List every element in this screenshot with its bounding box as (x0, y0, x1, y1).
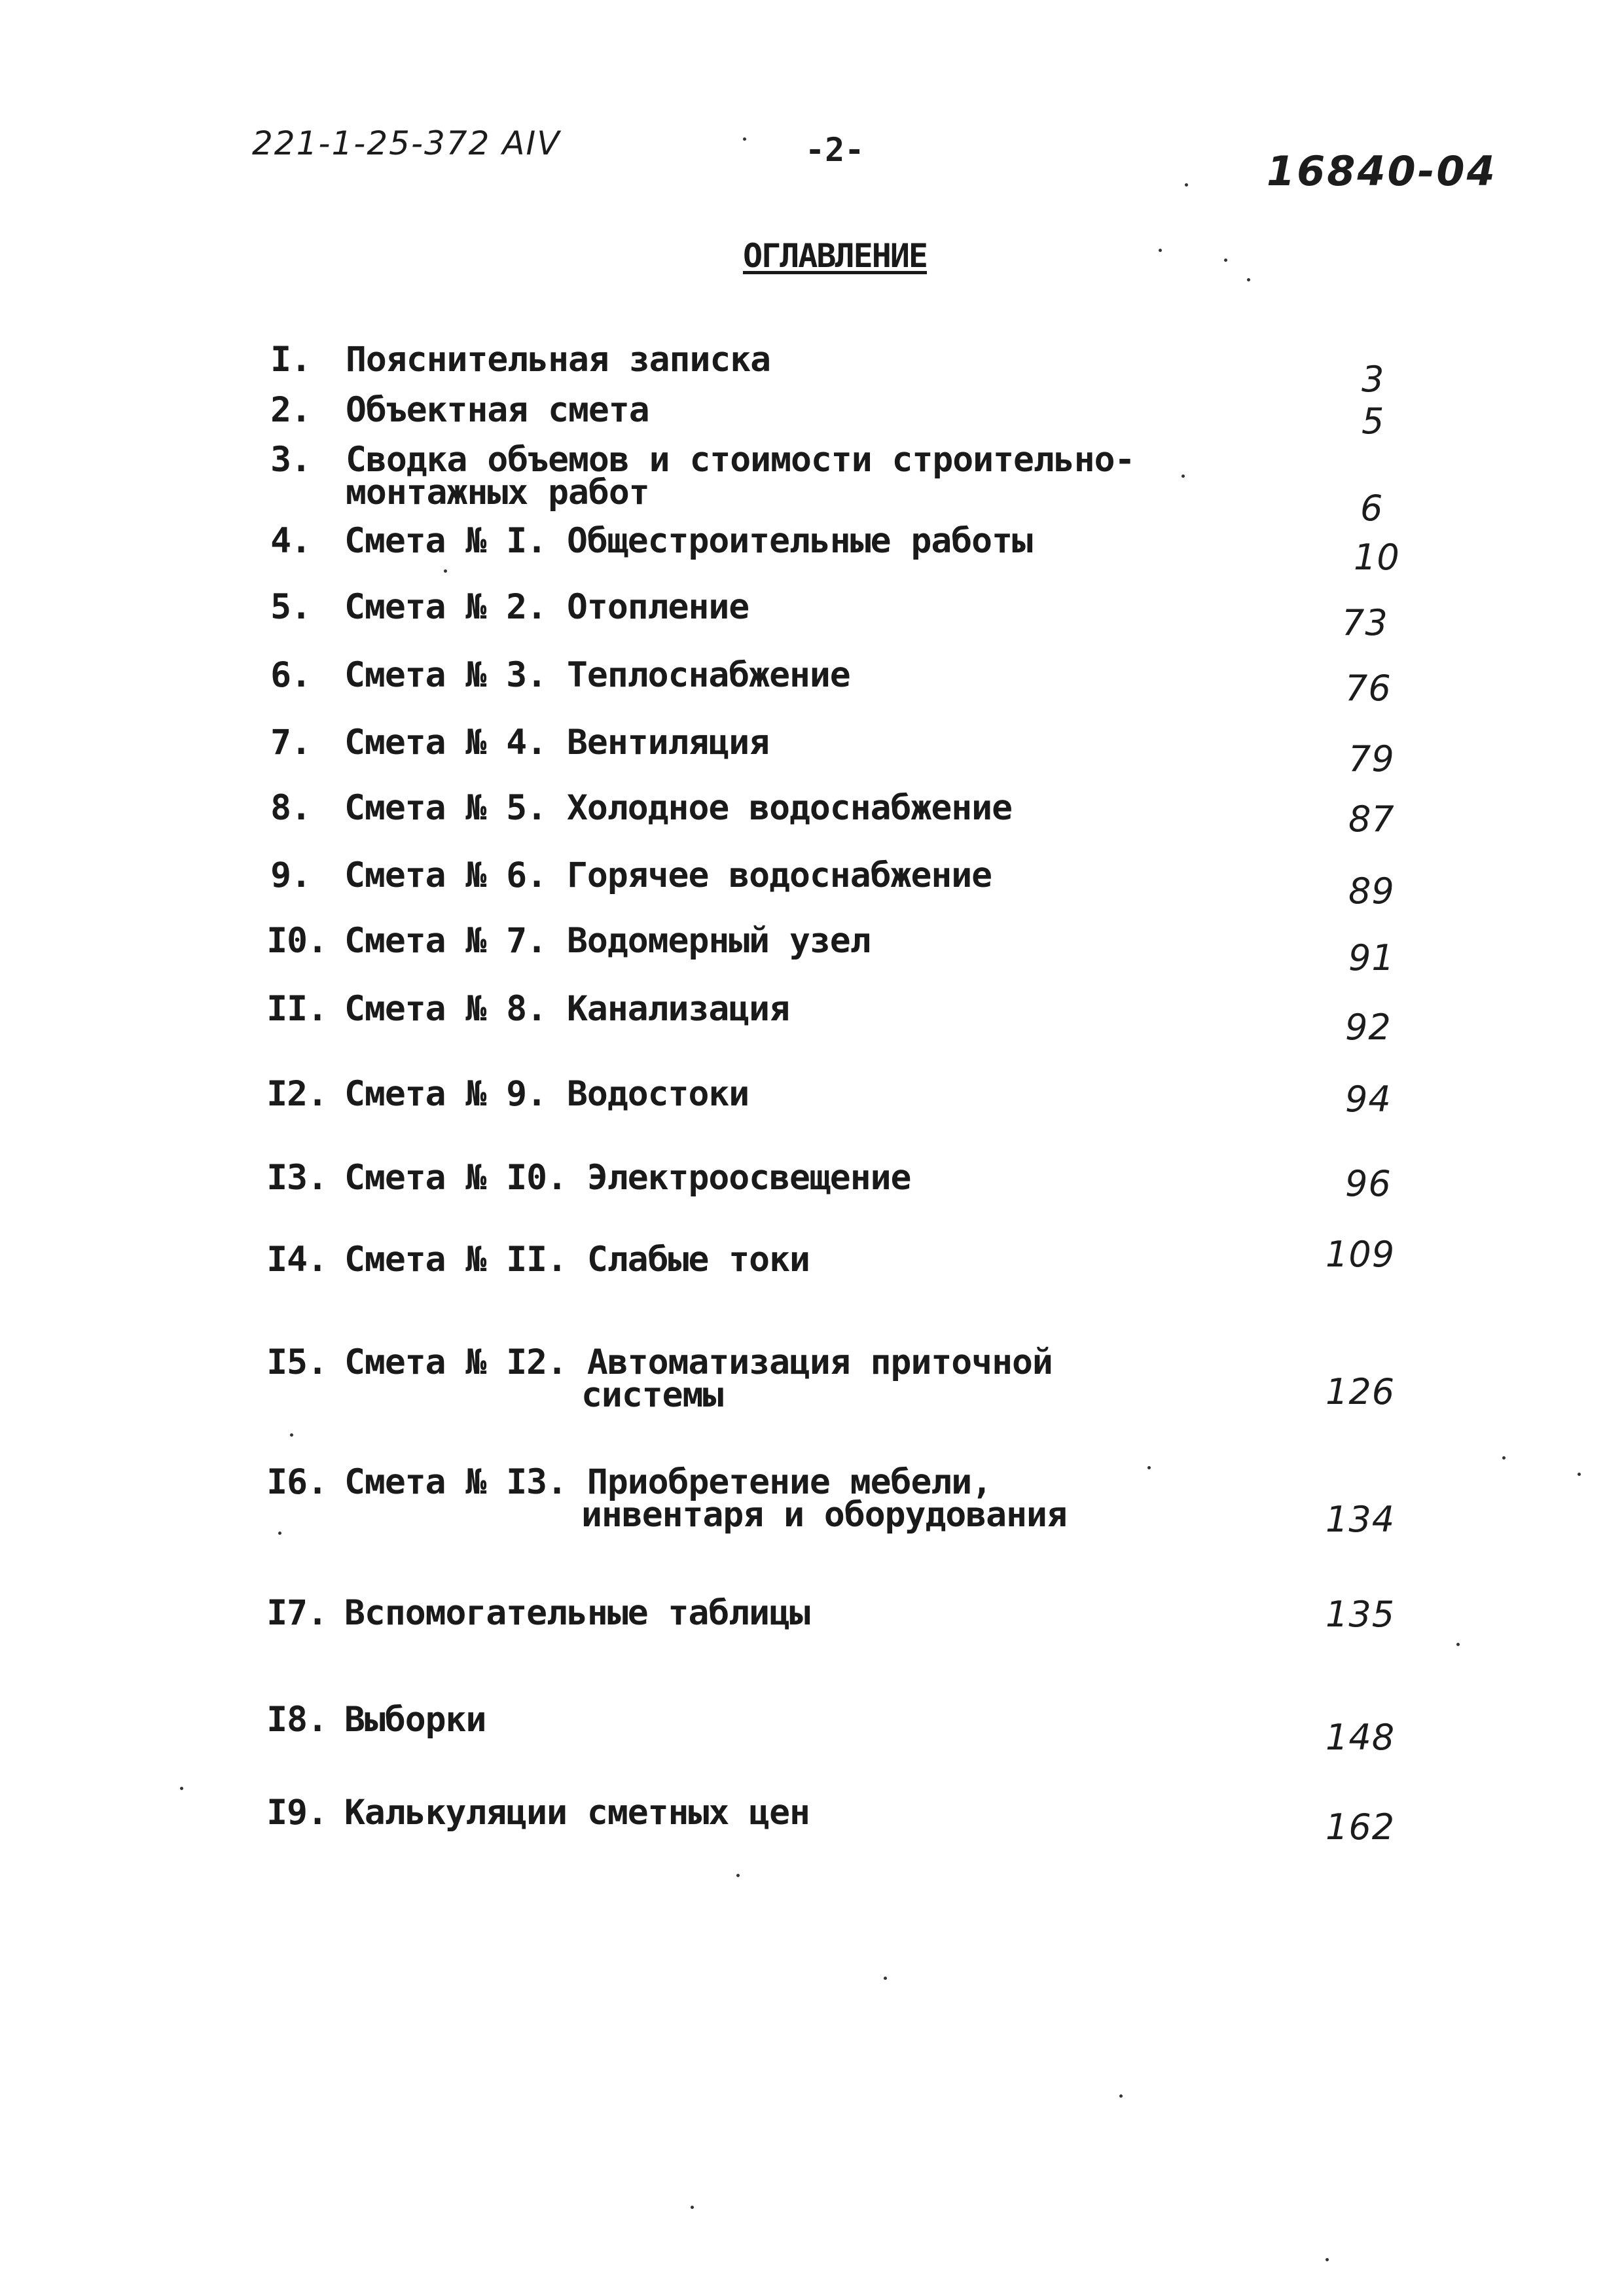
entry-page-number: 91 (1348, 937, 1395, 978)
entry-number: I0. (266, 921, 327, 961)
entry-page-number: 87 (1348, 798, 1395, 840)
table-of-contents-title: ОГЛАВЛЕНИЕ (743, 237, 928, 275)
entry-number: I8. (266, 1700, 327, 1740)
entry-number: 2. (270, 390, 311, 430)
entry-title: Смета № I2. Автоматизация приточной (344, 1342, 1053, 1382)
entry-number: 6. (270, 655, 311, 695)
toc-entry-text (344, 788, 1012, 828)
scan-speck (691, 2206, 694, 2209)
entry-title: Смета № I3. Приобретение мебели, (344, 1462, 992, 1502)
toc-entry-text (344, 989, 789, 1029)
scan-speck (1182, 475, 1185, 478)
entry-number: 4. (270, 521, 311, 561)
scan-speck (1119, 2094, 1123, 2098)
scan-speck (1326, 2258, 1329, 2261)
entry-title: Объектная смета (346, 390, 649, 430)
registration-number: 16840-04 (1267, 147, 1497, 195)
toc-entry-text (344, 921, 871, 961)
entry-page-number: 96 (1345, 1163, 1392, 1204)
entry-number: II. (266, 989, 327, 1029)
scan-speck (1247, 278, 1250, 281)
toc-entry-text (344, 1700, 486, 1740)
entry-number: I6. (266, 1462, 327, 1502)
entry-page-number: 6 (1360, 488, 1384, 529)
entry-title-continuation: монтажных работ (346, 473, 649, 512)
entry-number: 7. (270, 723, 311, 762)
entry-number: 5. (270, 587, 311, 627)
entry-title: Смета № 6. Горячее водоснабжение (344, 855, 992, 895)
entry-number: I9. (266, 1793, 327, 1833)
scan-speck (1456, 1643, 1460, 1646)
toc-entry-text (344, 655, 850, 695)
toc-entry-text (344, 1593, 810, 1633)
entry-title: Калькуляции сметных цен (344, 1793, 810, 1833)
entry-page-number: 3 (1362, 359, 1385, 400)
scan-speck (743, 137, 746, 141)
toc-entry-text (346, 340, 771, 380)
toc-entry-text (346, 390, 649, 430)
toc-entry-text (346, 440, 1135, 512)
toc-entry-text (344, 1793, 810, 1833)
sheet-number: -2- (805, 131, 865, 169)
scan-speck (1578, 1473, 1581, 1476)
entry-page-number: 162 (1326, 1806, 1396, 1848)
entry-title-continuation: инвентаря и оборудования (581, 1495, 1067, 1535)
entry-page-number: 79 (1348, 738, 1395, 780)
entry-title: Смета № 3. Теплоснабжение (344, 655, 850, 695)
toc-entry-text (344, 1074, 749, 1114)
scan-speck (1147, 1466, 1151, 1469)
entry-page-number: 76 (1345, 668, 1392, 709)
entry-title: Вспомогательные таблицы (344, 1593, 810, 1633)
entry-number: I3. (266, 1158, 327, 1198)
entry-title: Смета № I0. Электроосвещение (344, 1158, 911, 1198)
toc-entry-text (344, 521, 1032, 561)
scan-speck (1185, 183, 1188, 187)
entry-page-number: 134 (1326, 1499, 1396, 1540)
scan-speck (1502, 1456, 1506, 1460)
entry-title-continuation: системы (581, 1375, 723, 1415)
scan-speck (1224, 259, 1227, 262)
entry-page-number: 5 (1362, 401, 1385, 442)
entry-page-number: 94 (1345, 1079, 1392, 1120)
entry-title: Смета № 4. Вентиляция (344, 723, 770, 762)
entry-number: 3. (270, 440, 311, 480)
entry-title: Смета № 5. Холодное водоснабжение (344, 788, 1012, 828)
entry-number: 9. (270, 855, 311, 895)
entry-page-number: 126 (1326, 1371, 1396, 1412)
entry-number: I5. (266, 1342, 327, 1382)
entry-page-number: 135 (1326, 1594, 1396, 1635)
entry-title: Смета № 2. Отопление (344, 587, 749, 627)
scan-speck (444, 569, 447, 573)
entry-title: Смета № 8. Канализация (344, 989, 789, 1029)
scan-speck (278, 1532, 281, 1535)
entry-page-number: 89 (1348, 870, 1395, 912)
entry-title: Выборки (344, 1700, 486, 1740)
entry-page-number: 148 (1326, 1717, 1396, 1758)
entry-title: Смета № II. Слабые токи (344, 1240, 810, 1280)
scan-speck (290, 1433, 293, 1437)
toc-entry-text (344, 1158, 911, 1198)
entry-number: I4. (266, 1240, 327, 1280)
scan-speck (1159, 249, 1162, 252)
entry-number: I2. (266, 1074, 327, 1114)
scan-speck (180, 1787, 183, 1790)
entry-page-number: 73 (1342, 602, 1388, 643)
entry-title: Смета № I. Общестроительные работы (344, 521, 1032, 561)
entry-title: Смета № 7. Водомерный узел (344, 921, 871, 961)
entry-number: I. (270, 340, 311, 380)
entry-page-number: 109 (1326, 1234, 1396, 1275)
scan-speck (884, 1977, 887, 1980)
toc-entry-text (344, 1240, 810, 1280)
entry-number: I7. (266, 1593, 327, 1633)
entry-title: Пояснительная записка (346, 340, 771, 380)
toc-entry-text (344, 855, 992, 895)
entry-title: Смета № 9. Водостоки (344, 1074, 749, 1114)
entry-number: 8. (270, 788, 311, 828)
document-code: 221-1-25-372 AIV (252, 124, 561, 162)
toc-entry-text (344, 723, 770, 762)
toc-entry-text (344, 587, 749, 627)
entry-page-number: 10 (1354, 537, 1400, 578)
toc-entry-text (344, 1342, 1053, 1415)
entry-title: Сводка объемов и стоимости строительно- (346, 440, 1135, 480)
entry-page-number: 92 (1345, 1007, 1392, 1048)
scan-speck (736, 1874, 740, 1877)
toc-entry-text (344, 1462, 1067, 1535)
